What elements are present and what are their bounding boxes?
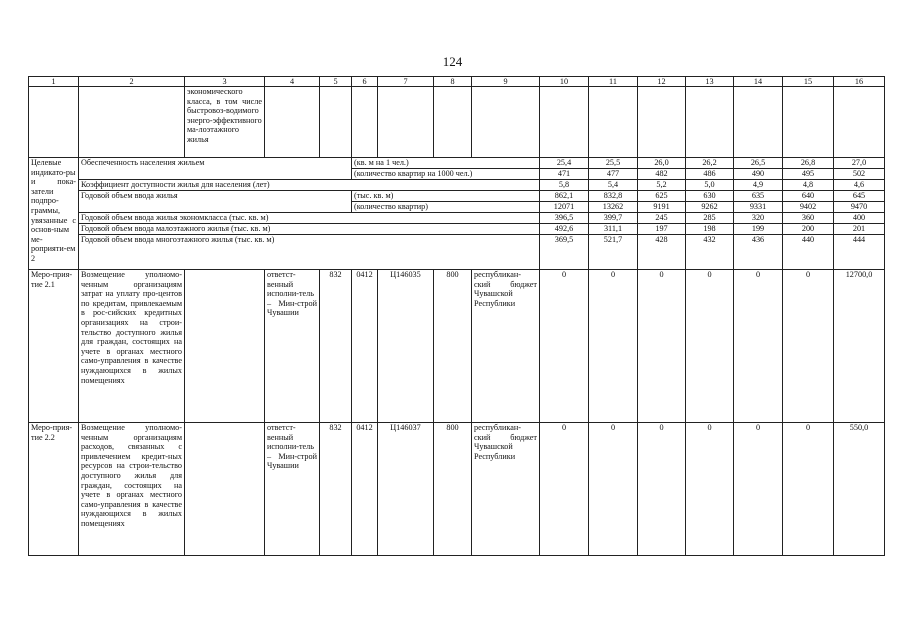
- indicator-value: 25,5: [589, 158, 638, 169]
- indicator-unit: (кв. м на 1 чел.): [352, 158, 540, 169]
- indicator-value: 369,5: [540, 235, 589, 270]
- indicator-value: 4,6: [834, 180, 885, 191]
- indicator-value: 640: [783, 191, 834, 202]
- indicator-value: 400: [834, 213, 885, 224]
- indicator-value: 201: [834, 224, 885, 235]
- indicator-value: 428: [638, 235, 686, 270]
- funding-value: 0: [589, 270, 638, 423]
- indicator-value: 245: [638, 213, 686, 224]
- funding-value: 0: [638, 423, 686, 556]
- budget-code: 800: [434, 423, 472, 556]
- indicator-value: 320: [734, 213, 783, 224]
- budget-code: Ц146037: [378, 423, 434, 556]
- column-number: 7: [378, 77, 434, 87]
- indicator-value: 27,0: [834, 158, 885, 169]
- indicator-row: [29, 235, 885, 270]
- indicator-value: 471: [540, 169, 589, 180]
- indicator-row: [29, 158, 885, 169]
- page-number: 124: [442, 54, 463, 69]
- column-number: 3: [185, 77, 265, 87]
- column-number: 2: [79, 77, 185, 87]
- indicator-value: 311,1: [589, 224, 638, 235]
- indicator-value: 396,5: [540, 213, 589, 224]
- measure-description: Возмещение уполномо-ченным организациям затрат на уплату про-центов по кредитам, привлекаемым в рос-сийских кредитных организациях на строи-тельство доступного жилья для граждан, состоящих на учете в органах местного само-управления в качестве нуждающихся в жилых помещениях: [79, 270, 185, 423]
- indicator-value: 832,8: [589, 191, 638, 202]
- column-number: 9: [472, 77, 540, 87]
- indicator-unit: (количество квартир): [352, 202, 540, 213]
- funding-source: республикан-ский бюджет Чувашской Республики: [472, 423, 540, 556]
- indicator-value: 9470: [834, 202, 885, 213]
- measure-executor: ответст-венный исполни-тель – Мин-строй Чувашии: [265, 270, 320, 423]
- indicator-value: 200: [783, 224, 834, 235]
- indicator-value: 4,8: [783, 180, 834, 191]
- indicator-value: 9191: [638, 202, 686, 213]
- column-number: 6: [352, 77, 378, 87]
- indicator-value: 360: [783, 213, 834, 224]
- indicator-value: 521,7: [589, 235, 638, 270]
- indicator-value: 477: [589, 169, 638, 180]
- indicator-value: 502: [834, 169, 885, 180]
- indicator-value: 26,8: [783, 158, 834, 169]
- budget-code: 832: [320, 270, 352, 423]
- funding-value: 0: [783, 423, 834, 556]
- budget-code: 0412: [352, 270, 378, 423]
- column-number: 15: [783, 77, 834, 87]
- indicator-name: Коэффициент доступности жилья для населения (лет): [79, 180, 540, 191]
- measure-executor: ответст-венный исполни-тель – Мин-строй Чувашии: [265, 423, 320, 556]
- indicator-value: 12071: [540, 202, 589, 213]
- funding-value: 550,0: [834, 423, 885, 556]
- program-table: [28, 76, 885, 556]
- measure-title: Меро-прия-тие 2.2: [29, 423, 79, 556]
- indicator-name: Годовой объем ввода жилья: [79, 191, 352, 213]
- indicator-value: 5,2: [638, 180, 686, 191]
- column-number: 16: [834, 77, 885, 87]
- indicator-value: 25,4: [540, 158, 589, 169]
- measure-row: [29, 270, 885, 423]
- column-number: 4: [265, 77, 320, 87]
- budget-code: 832: [320, 423, 352, 556]
- indicator-value: 630: [686, 191, 734, 202]
- column-number: 14: [734, 77, 783, 87]
- funding-value: 0: [734, 270, 783, 423]
- indicator-value: 625: [638, 191, 686, 202]
- indicator-name: Годовой объем ввода жилья экономкласса (тыс. кв. м): [79, 213, 540, 224]
- funding-value: 0: [686, 423, 734, 556]
- funding-value: 0: [686, 270, 734, 423]
- indicator-value: 285: [686, 213, 734, 224]
- indicator-name: Годовой объем ввода малоэтажного жилья (тыс. кв. м): [79, 224, 540, 235]
- indicator-value: 432: [686, 235, 734, 270]
- indicator-value: 495: [783, 169, 834, 180]
- budget-code: 0412: [352, 423, 378, 556]
- indicator-row: [29, 191, 885, 202]
- column-number: 11: [589, 77, 638, 87]
- indicators-label: Целевые индикато-ры и пока-затели подпро-граммы, увязанные с основ-ным ме-роприяти-ем 2: [29, 158, 79, 270]
- carryover-text: экономического класса, в том числе быстровоз-водимого энерго-эффективного ма-лоэтажного жилья: [185, 87, 265, 158]
- indicator-value: 492,6: [540, 224, 589, 235]
- indicator-value: 26,5: [734, 158, 783, 169]
- funding-value: 0: [783, 270, 834, 423]
- funding-source: республикан-ский бюджет Чувашской Республики: [472, 270, 540, 423]
- indicator-value: 399,7: [589, 213, 638, 224]
- column-number-row: [29, 77, 885, 87]
- column-number: 10: [540, 77, 589, 87]
- indicator-value: 9402: [783, 202, 834, 213]
- funding-value: 12700,0: [834, 270, 885, 423]
- indicator-value: 482: [638, 169, 686, 180]
- funding-value: 0: [734, 423, 783, 556]
- column-number: 12: [638, 77, 686, 87]
- indicator-value: 635: [734, 191, 783, 202]
- indicator-value: 198: [686, 224, 734, 235]
- indicator-value: 4,9: [734, 180, 783, 191]
- indicator-value: 26,0: [638, 158, 686, 169]
- indicator-value: 862,1: [540, 191, 589, 202]
- measure-description: Возмещение уполномо-ченным организациям расходов, связанных с привлечением кредит-ных ресурсов на строи-тельство доступного жилья для граждан, состоящих на учете в органах местного само-управления в качестве нуждающихся в жилых помещениях: [79, 423, 185, 556]
- indicator-unit: (количество квартир на 1000 чел.): [352, 169, 540, 180]
- indicator-value: 645: [834, 191, 885, 202]
- budget-code: Ц146035: [378, 270, 434, 423]
- indicator-value: 5,4: [589, 180, 638, 191]
- column-number: 8: [434, 77, 472, 87]
- indicator-value: 9331: [734, 202, 783, 213]
- measure-row: [29, 423, 885, 556]
- funding-value: 0: [540, 423, 589, 556]
- carryover-row: [29, 87, 885, 158]
- column-number: 5: [320, 77, 352, 87]
- indicator-value: 13262: [589, 202, 638, 213]
- indicator-value: 5,8: [540, 180, 589, 191]
- funding-value: 0: [638, 270, 686, 423]
- indicator-value: 5,0: [686, 180, 734, 191]
- column-number: 13: [686, 77, 734, 87]
- indicator-name: Обеспеченность населения жильем: [79, 158, 352, 180]
- indicator-value: 197: [638, 224, 686, 235]
- funding-value: 0: [589, 423, 638, 556]
- indicator-value: 9262: [686, 202, 734, 213]
- indicator-value: 486: [686, 169, 734, 180]
- budget-code: 800: [434, 270, 472, 423]
- funding-value: 0: [540, 270, 589, 423]
- indicator-value: 436: [734, 235, 783, 270]
- indicator-value: 26,2: [686, 158, 734, 169]
- measure-title: Меро-прия-тие 2.1: [29, 270, 79, 423]
- indicator-row: [29, 180, 885, 191]
- indicator-row: [29, 224, 885, 235]
- indicator-value: 444: [834, 235, 885, 270]
- indicator-name: Годовой объем ввода многоэтажного жилья (тыс. кв. м): [79, 235, 540, 270]
- indicator-value: 440: [783, 235, 834, 270]
- indicator-value: 199: [734, 224, 783, 235]
- indicator-unit: (тыс. кв. м): [352, 191, 540, 202]
- indicator-row: [29, 213, 885, 224]
- column-number: 1: [29, 77, 79, 87]
- indicator-value: 490: [734, 169, 783, 180]
